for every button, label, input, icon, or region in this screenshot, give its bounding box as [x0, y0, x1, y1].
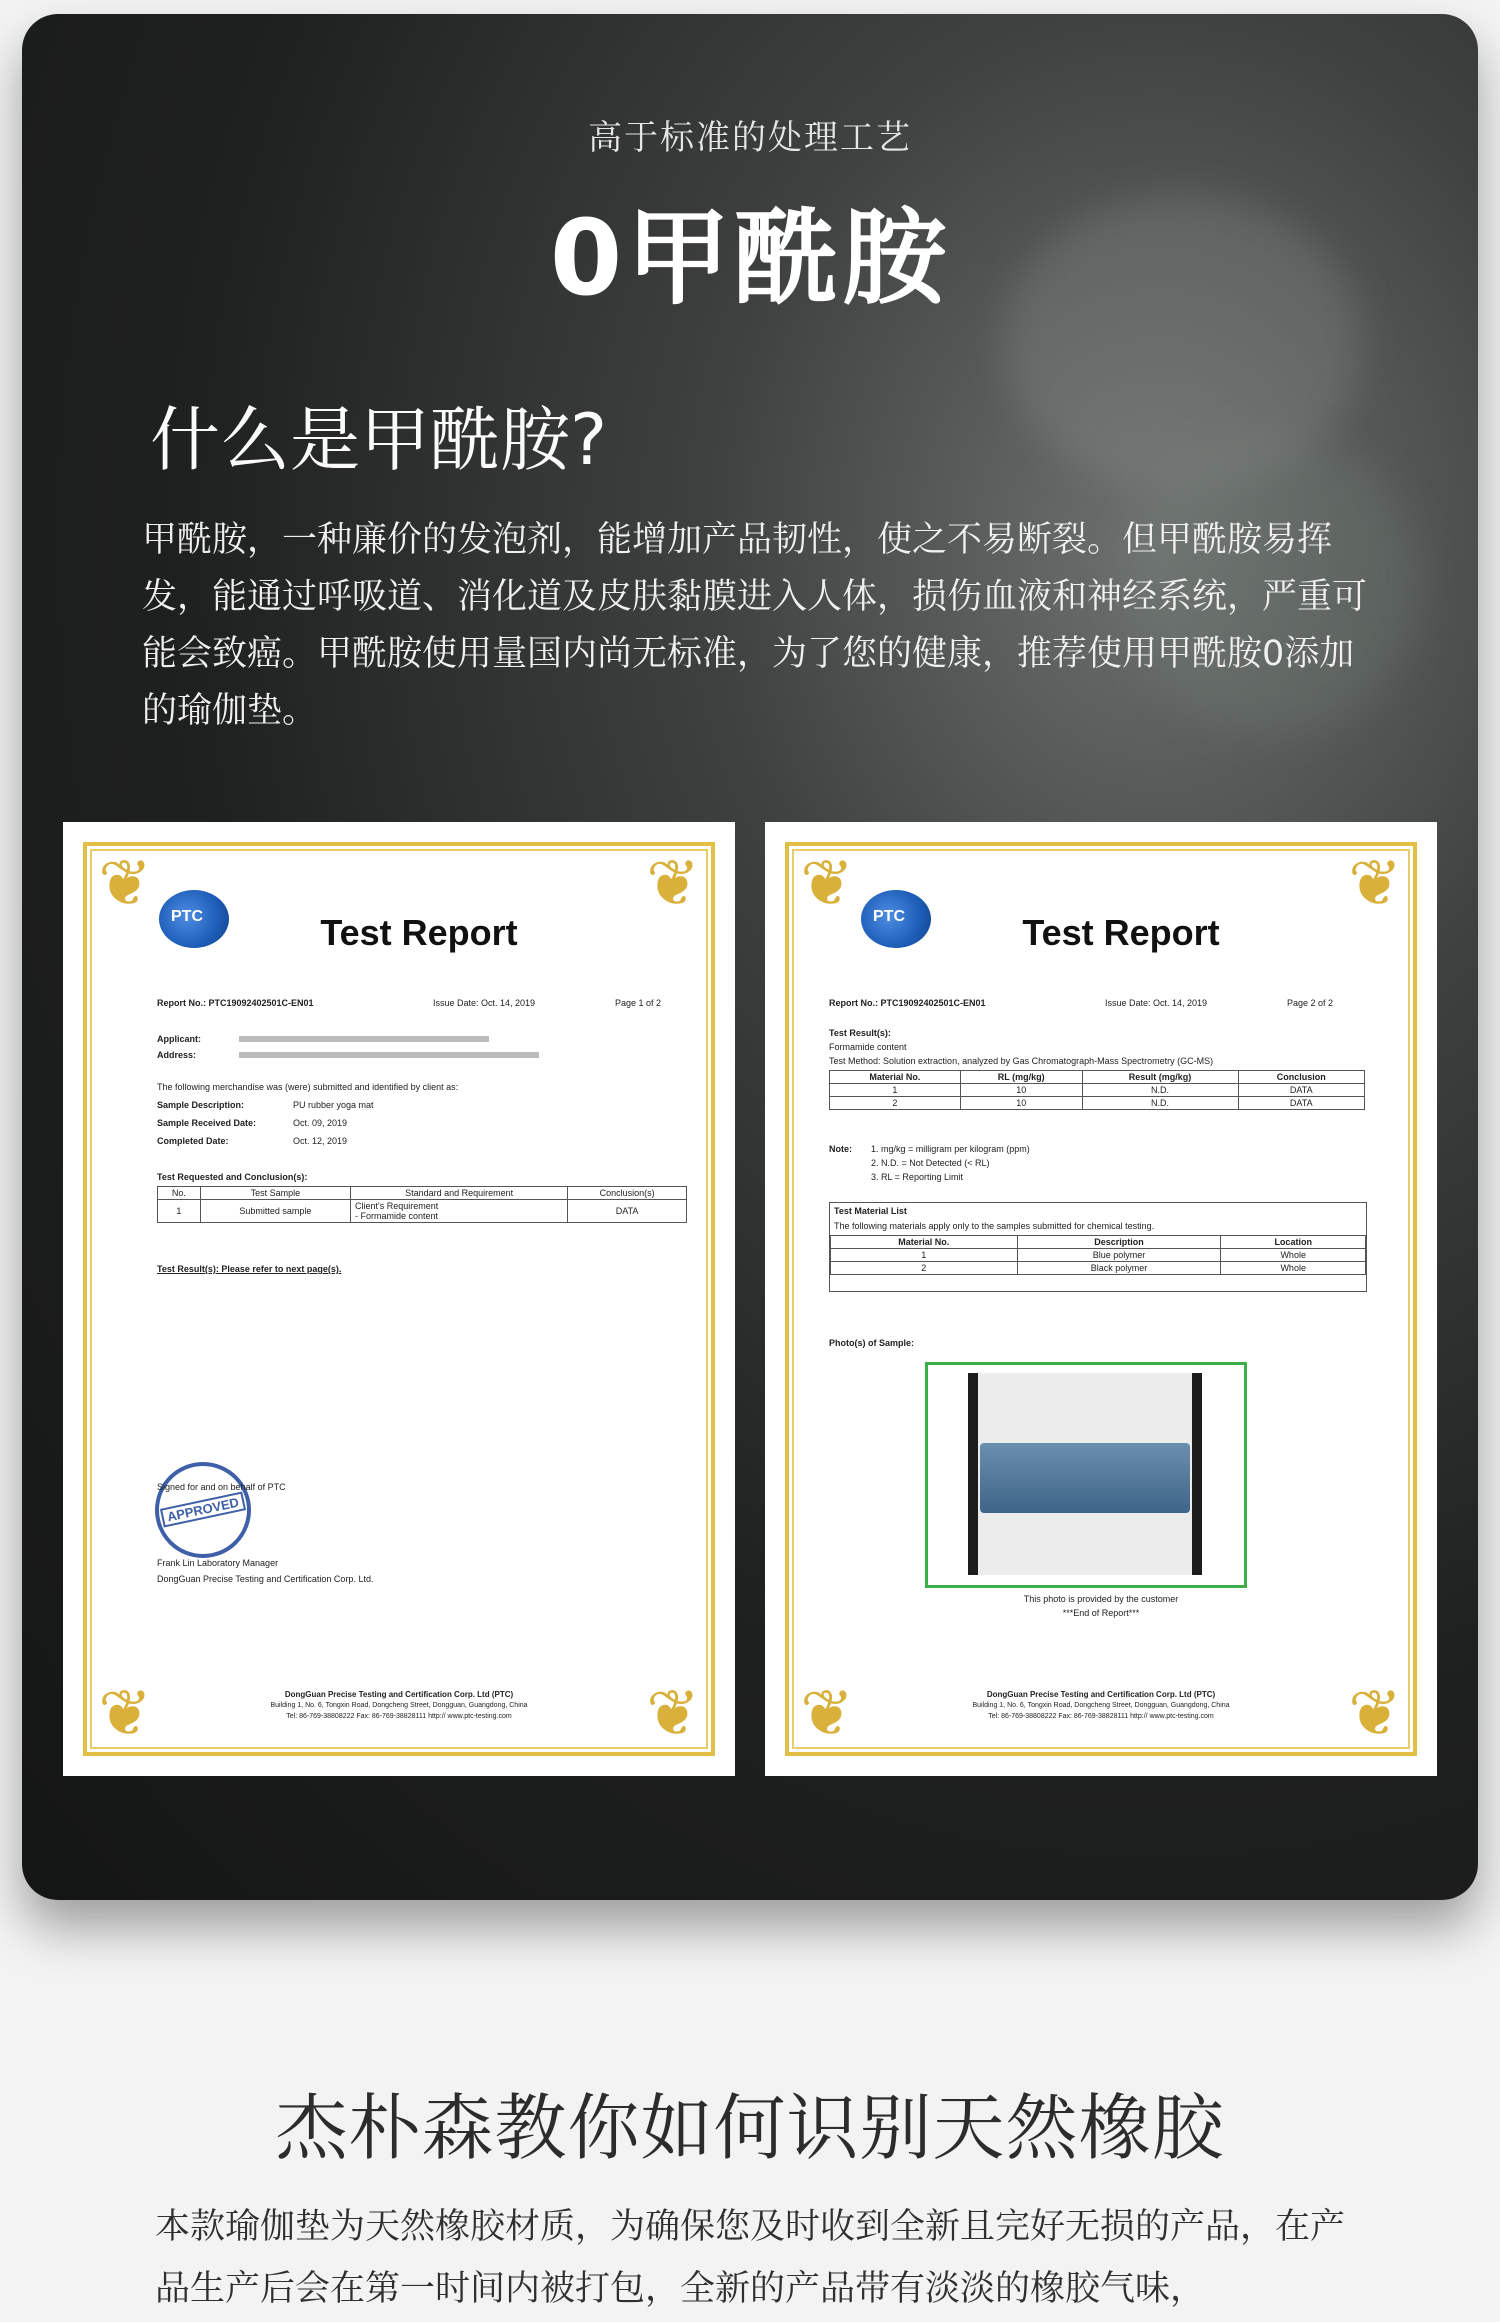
table-row	[158, 1200, 687, 1223]
merchandise-intro: The following merchandise was (were) submitted and identified by client as:	[157, 1082, 459, 1092]
footer-address: Building 1, No. 6, Tongxin Road, Dongcheng Street, Dongguan, Guangdong, China	[270, 1702, 528, 1709]
footer-contact: Tel: 86-769-38808222 Fax: 86-769-38828111 http:// www.ptc-testing.com	[988, 1713, 1214, 1720]
completed-date: Oct. 12, 2019	[293, 1136, 348, 1146]
table-cell: DATA	[568, 1200, 687, 1223]
report-border	[785, 842, 1417, 1756]
note-line: 1. mg/kg = milligram per kilogram (ppm)	[871, 1144, 1030, 1154]
table-header: Conclusion	[1238, 1071, 1364, 1084]
ornament-corner-icon: ❦	[646, 1677, 700, 1751]
received-date: Oct. 09, 2019	[293, 1118, 348, 1128]
results-label: Test Result(s):	[829, 1028, 891, 1038]
table-row	[831, 1262, 1366, 1275]
table-header: Result (mg/kg)	[1082, 1071, 1238, 1084]
photo-label: Photo(s) of Sample:	[829, 1338, 914, 1348]
footer-company: DongGuan Precise Testing and Certification Corp. Ltd (PTC)	[986, 1690, 1216, 1699]
table-cell: Black polymer	[1017, 1262, 1221, 1275]
ornament-corner-icon: ❦	[98, 1677, 152, 1751]
section-paragraph: 本款瑜伽垫为天然橡胶材质，为确保您及时收到全新且完好无损的产品，在产品生产后会在第一时间内被打包，全新的产品带有淡淡的橡胶气味，	[155, 2207, 1346, 2309]
std-line: Client's Requirement	[355, 1201, 439, 1211]
table-row	[830, 1097, 1365, 1110]
question-heading: 什么是甲酰胺?	[150, 399, 608, 481]
result-note: Test Result(s): Please refer to next page(s).	[157, 1264, 342, 1274]
ornament-corner-icon: ❦	[1348, 847, 1402, 921]
report-number: Report No.: PTC19092402501C-EN01	[829, 998, 986, 1008]
material-list-label: Test Material List	[834, 1206, 907, 1216]
std-line: - Formamide content	[355, 1211, 439, 1221]
yoga-mat-image	[980, 1443, 1190, 1513]
table-cell: Whole	[1221, 1249, 1366, 1262]
table-cell: 1	[158, 1200, 201, 1223]
sample-desc-label: Sample Description:	[157, 1100, 245, 1110]
table-cell: Submitted sample	[200, 1200, 350, 1223]
table-row	[830, 1084, 1365, 1097]
conclusion-table	[157, 1186, 687, 1223]
table-header: Location	[1221, 1236, 1366, 1249]
table-cell: 1	[831, 1249, 1018, 1262]
sample-photo	[925, 1362, 1247, 1588]
section-heading: 杰朴森教你如何识别天然橡胶	[275, 2086, 1225, 2170]
hero-card	[22, 14, 1478, 1900]
test-report-page-2	[765, 822, 1437, 1776]
note-line: 2. N.D. = Not Detected (< RL)	[871, 1158, 990, 1168]
table-cell: Blue polymer	[1017, 1249, 1221, 1262]
table-cell: 1	[830, 1084, 961, 1097]
formamide-description: 甲酰胺，一种廉价的发泡剂，能增加产品韧性，使之不易断裂。但甲酰胺易挥发，能通过呼吸道、消化道及皮肤黏膜进入人体，损伤血液和神经系统，严重可能会致癌。甲酰胺使用量国内尚无标准，为了您的健康，推荐使用甲酰胺0添加的瑜伽垫。	[142, 520, 1368, 731]
manager-line: Frank Lin Laboratory Manager	[157, 1558, 279, 1568]
table-header: Material No.	[830, 1071, 961, 1084]
table-cell: DATA	[1238, 1097, 1364, 1110]
table-cell: N.D.	[1082, 1097, 1238, 1110]
footer-address: Building 1, No. 6, Tongxin Road, Dongcheng Street, Dongguan, Guangdong, China	[972, 1702, 1230, 1709]
hero-title: 0甲酰胺	[549, 197, 951, 319]
ornament-corner-icon: ❦	[800, 1677, 854, 1751]
page-number: Page 1 of 2	[615, 998, 662, 1008]
table-header: Test Sample	[200, 1187, 350, 1200]
logo-text: PTC	[171, 908, 203, 925]
test-method: Test Method: Solution extraction, analyzed by Gas Chromatograph-Mass Spectrometry (GC-MS)	[829, 1056, 1214, 1066]
issue-date: Issue Date: Oct. 14, 2019	[433, 998, 536, 1008]
table-header: Conclusion(s)	[568, 1187, 687, 1200]
signed-line: Signed for and on behalf of PTC	[157, 1482, 286, 1492]
stamp-text: APPROVED	[160, 1491, 246, 1527]
table-header: No.	[158, 1187, 201, 1200]
applicant-redacted	[239, 1036, 489, 1042]
table-header: Material No.	[831, 1236, 1018, 1249]
table-header: Standard and Requirement	[351, 1187, 568, 1200]
report-number: Report No.: PTC19092402501C-EN01	[157, 998, 314, 1008]
hero-subtitle: 高于标准的处理工艺	[588, 118, 912, 158]
material-list-box	[829, 1202, 1367, 1292]
table-cell: Whole	[1221, 1262, 1366, 1275]
table-cell: 2	[830, 1097, 961, 1110]
photo-sheet	[978, 1373, 1192, 1575]
report-title: Test Report	[1022, 912, 1220, 953]
report-border	[83, 842, 715, 1756]
table-header: Description	[1017, 1236, 1221, 1249]
note-line: 3. RL = Reporting Limit	[871, 1172, 963, 1182]
table-row	[831, 1249, 1366, 1262]
table-cell	[351, 1200, 568, 1223]
table-header: RL (mg/kg)	[960, 1071, 1082, 1084]
applicant-label: Applicant:	[157, 1034, 201, 1044]
table-cell: 2	[831, 1262, 1018, 1275]
approved-stamp-icon	[155, 1462, 251, 1558]
ornament-corner-icon: ❦	[646, 847, 700, 921]
footer-contact: Tel: 86-769-38808222 Fax: 86-769-38828111 http:// www.ptc-testing.com	[286, 1713, 512, 1720]
address-redacted	[239, 1052, 539, 1058]
table-header-row	[830, 1071, 1365, 1084]
test-report-page-1	[63, 822, 735, 1776]
sample-desc: PU rubber yoga mat	[293, 1100, 374, 1110]
requested-label: Test Requested and Conclusion(s):	[157, 1172, 308, 1182]
table-cell: N.D.	[1082, 1084, 1238, 1097]
end-of-report: ***End of Report***	[1062, 1608, 1140, 1618]
table-header-row	[831, 1236, 1366, 1249]
table-cell: 10	[960, 1084, 1082, 1097]
material-intro: The following materials apply only to the samples submitted for chemical testing.	[834, 1221, 1155, 1231]
address-label: Address:	[157, 1050, 197, 1060]
ornament-corner-icon: ❦	[800, 847, 854, 921]
table-cell: 10	[960, 1097, 1082, 1110]
results-table	[829, 1070, 1365, 1110]
results-item: Formamide content	[829, 1042, 907, 1052]
material-table	[830, 1235, 1366, 1275]
photo-caption: This photo is provided by the customer	[1023, 1594, 1179, 1604]
report-title: Test Report	[320, 912, 518, 953]
received-label: Sample Received Date:	[157, 1118, 257, 1128]
ornament-corner-icon: ❦	[98, 847, 152, 921]
page-number: Page 2 of 2	[1287, 998, 1334, 1008]
footer-company: DongGuan Precise Testing and Certification Corp. Ltd (PTC)	[284, 1690, 514, 1699]
table-cell: DATA	[1238, 1084, 1364, 1097]
issue-date: Issue Date: Oct. 14, 2019	[1105, 998, 1208, 1008]
company-line: DongGuan Precise Testing and Certification Corp. Ltd.	[157, 1574, 374, 1584]
photo-backdrop	[968, 1373, 1202, 1575]
note-label: Note:	[829, 1144, 852, 1154]
ornament-corner-icon: ❦	[1348, 1677, 1402, 1751]
logo-text: PTC	[873, 908, 905, 925]
table-header-row	[158, 1187, 687, 1200]
completed-label: Completed Date:	[157, 1136, 229, 1146]
